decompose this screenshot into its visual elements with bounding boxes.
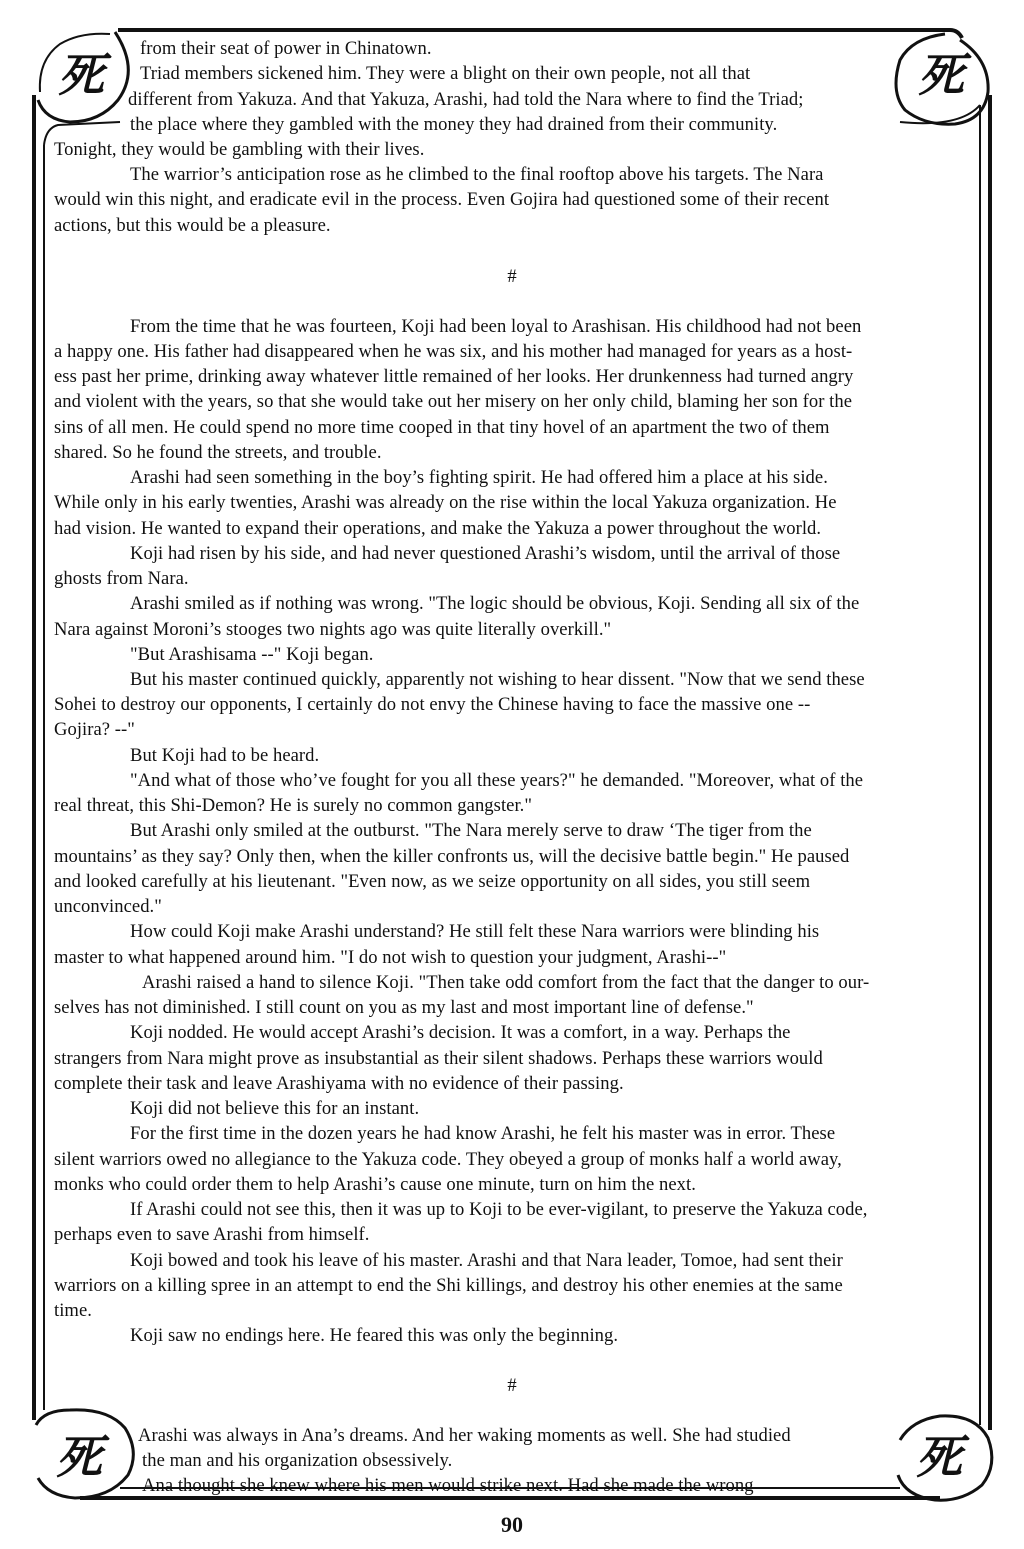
text-line: and violent with the years, so that she would take out her misery on her only child, blaming her son for the (54, 391, 853, 412)
text-line: master to what happened around him. "I do not wish to question your judgment, Arashi--" (54, 947, 727, 968)
text-line: would win this night, and eradicate evil in the process. Even Gojira had questioned some of their recent (54, 189, 830, 210)
text-line: and looked carefully at his lieutenant. "Even now, as we seize opportunity on all sides, you still seem (54, 871, 811, 892)
text-line: sins of all men. He could spend no more time cooped in that tiny hovel of an apartment the two of them (54, 417, 830, 438)
text-line: real threat, this Shi-Demon? He is surely no common gangster." (54, 795, 533, 816)
text-line: For the first time in the dozen years he had know Arashi, he felt his master was in error. These (130, 1123, 836, 1144)
section-separator: # (507, 266, 517, 287)
text-line: Arashi smiled as if nothing was wrong. "The logic should be obvious, Koji. Sending all six of the (130, 593, 860, 614)
text-line: unconvinced." (54, 896, 162, 917)
corner-seal-top-right: 死 (918, 48, 964, 102)
text-line: time. (54, 1300, 92, 1321)
text-line: Arashi had seen something in the boy’s fighting spirit. He had offered him a place at his side. (130, 467, 828, 488)
text-line: Koji did not believe this for an instant. (130, 1098, 420, 1119)
text-line: mountains’ as they say? Only then, when the killer confronts us, will the decisive battle begin." He paused (54, 846, 850, 867)
text-line: Koji had risen by his side, and had never questioned Arashi’s wisdom, until the arrival of those (130, 543, 841, 564)
text-line: How could Koji make Arashi understand? He still felt these Nara warriors were blinding his (130, 921, 820, 942)
text-line: had vision. He wanted to expand their operations, and make the Yakuza a power throughout the world. (54, 518, 822, 539)
text-line: Ana thought she knew where his men would strike next. Had she made the wrong (142, 1475, 754, 1496)
text-line: "But Arashisama --" Koji began. (130, 644, 374, 665)
corner-seal-top-left: 死 (58, 48, 104, 102)
text-line: actions, but this would be a pleasure. (54, 215, 331, 236)
text-line: warriors on a killing spree in an attempt to end the Shi killings, and destroy his other enemies at the same (54, 1275, 843, 1296)
text-line: Triad members sickened him. They were a blight on their own people, not all that (140, 63, 751, 84)
text-line: Tonight, they would be gambling with their lives. (54, 139, 425, 160)
text-line: But Koji had to be heard. (130, 745, 320, 766)
text-line: different from Yakuza. And that Yakuza, Arashi, had told the Nara where to find the Triad; (128, 89, 804, 110)
text-line: But his master continued quickly, apparently not wishing to hear dissent. "Now that we send these (130, 669, 865, 690)
text-line: Gojira? --" (54, 719, 135, 740)
text-line: From the time that he was fourteen, Koji had been loyal to Arashisan. His childhood had not been (130, 316, 862, 337)
text-line: monks who could order them to help Arashi’s cause one minute, turn on him the next. (54, 1174, 696, 1195)
text-line: Nara against Moroni’s stooges two nights ago was quite literally overkill." (54, 619, 612, 640)
text-line: the man and his organization obsessively. (142, 1450, 453, 1471)
text-line: from their seat of power in Chinatown. (140, 38, 432, 59)
text-line: strangers from Nara might prove as insubstantial as their silent shadows. Perhaps these warriors would (54, 1048, 823, 1069)
text-line: If Arashi could not see this, then it was up to Koji to be ever-vigilant, to preserve the Yakuza code, (130, 1199, 868, 1220)
text-line: Arashi raised a hand to silence Koji. "Then take odd comfort from the fact that the danger to our- (142, 972, 870, 993)
section-separator: # (507, 1375, 517, 1396)
corner-seal-bottom-left: 死 (56, 1430, 102, 1484)
text-line: Koji nodded. He would accept Arashi’s decision. It was a comfort, in a way. Perhaps the (130, 1022, 791, 1043)
text-line: silent warriors owed no allegiance to the Yakuza code. They obeyed a group of monks half a world away, (54, 1149, 842, 1170)
corner-seal-bottom-right: 死 (916, 1430, 962, 1484)
text-line: a happy one. His father had disappeared when he was six, and his mother had managed for years as a host- (54, 341, 853, 362)
text-line: Sohei to destroy our opponents, I certainly do not envy the Chinese having to face the massive one -- (54, 694, 811, 715)
text-line: But Arashi only smiled at the outburst. "The Nara merely serve to draw ‘The tiger from the (130, 820, 812, 841)
page-number: 90 (501, 1512, 523, 1537)
text-line: "And what of those who’ve fought for you all these years?" he demanded. "Moreover, what of the (130, 770, 864, 791)
text-line: Arashi was always in Ana’s dreams. And her waking moments as well. She had studied (138, 1425, 791, 1446)
text-line: the place where they gambled with the money they had drained from their community. (130, 114, 778, 135)
text-line: Koji saw no endings here. He feared this was only the beginning. (130, 1325, 619, 1346)
text-line: The warrior’s anticipation rose as he climbed to the final rooftop above his targets. The Nara (130, 164, 824, 185)
text-line: perhaps even to save Arashi from himself. (54, 1224, 370, 1245)
text-line: While only in his early twenties, Arashi was already on the rise within the local Yakuza organization. He (54, 492, 837, 513)
text-line: ess past her prime, drinking away whatever little remained of her looks. Her drunkenness had turned angry (54, 366, 854, 387)
text-line: ghosts from Nara. (54, 568, 189, 589)
text-line: selves has not diminished. I still count on you as my last and most important line of defense." (54, 997, 754, 1018)
text-line: shared. So he found the streets, and trouble. (54, 442, 382, 463)
text-line: complete their task and leave Arashiyama with no evidence of their passing. (54, 1073, 624, 1094)
text-line: Koji bowed and took his leave of his master. Arashi and that Nara leader, Tomoe, had sent their (130, 1250, 843, 1271)
